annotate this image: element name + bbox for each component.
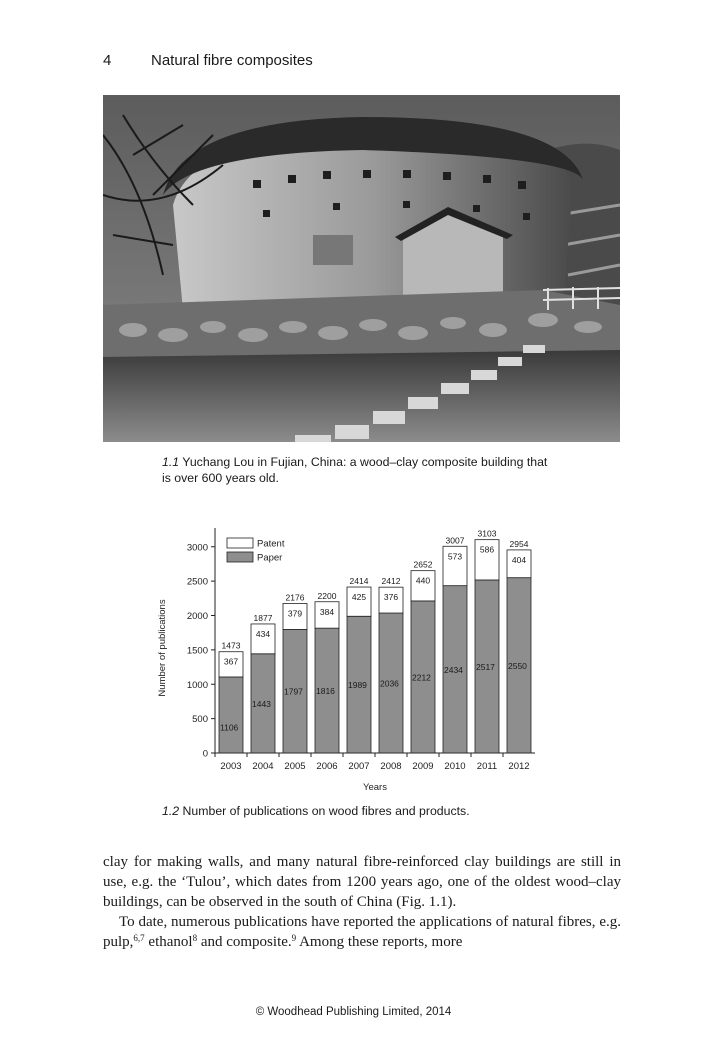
patent-value-label: 573 <box>447 551 463 562</box>
paper-value-label: 2434 <box>444 664 463 675</box>
patent-value-label: 367 <box>223 656 239 667</box>
x-tick-label: 2006 <box>316 761 338 772</box>
figure-1-caption <box>162 454 632 486</box>
total-value-label: 1473 <box>221 640 241 651</box>
total-value-label: 3103 <box>477 528 497 539</box>
y-axis-label: Number of publications <box>157 599 168 697</box>
total-value-label: 2412 <box>381 576 401 587</box>
paragraph-2-text-c: and composite. <box>197 934 292 950</box>
paragraph-1: clay for making walls, and many natural fibre-reinforced clay buildings are still in use, e.g. the ‘Tulou’, which dates from 1200 years ago, one of the oldest wood–clay buildings, can be observed in the south of China (Fig. 1.1). <box>103 854 621 910</box>
page-number: 4 <box>103 52 112 69</box>
body-text <box>103 852 621 952</box>
paragraph-2-text-a: To date, numerous publications have reported the applications of natural fibres, e.g. pulp, <box>103 914 621 950</box>
running-title: Natural fibre composites <box>151 52 313 69</box>
patent-value-label: 586 <box>479 544 495 555</box>
figure-1-caption-line2: is over 600 years old. <box>162 471 279 485</box>
publications-chart <box>150 520 550 795</box>
x-tick-label: 2010 <box>444 761 466 772</box>
paper-value-label: 1797 <box>284 686 303 697</box>
patent-value-label: 379 <box>287 608 303 619</box>
total-value-label: 2200 <box>317 590 337 601</box>
y-tick-label: 3000 <box>186 542 208 554</box>
x-axis-label: Years <box>363 782 387 793</box>
y-tick-label: 0 <box>202 748 208 760</box>
paper-value-label: 2036 <box>380 678 399 689</box>
paper-value-label: 2517 <box>476 661 495 672</box>
tulou-photograph <box>103 95 620 442</box>
total-value-label: 2954 <box>509 538 529 549</box>
x-tick-label: 2009 <box>412 761 434 772</box>
paper-value-label: 1443 <box>252 698 271 709</box>
total-value-label: 2176 <box>285 592 305 603</box>
y-tick-label: 2500 <box>186 576 208 588</box>
x-tick-label: 2005 <box>284 761 306 772</box>
paper-value-label: 1816 <box>316 686 335 697</box>
y-tick-label: 500 <box>192 714 208 726</box>
photo-illustration <box>103 95 620 442</box>
patent-value-label: 425 <box>351 592 367 603</box>
legend-label-patent: Patent <box>257 538 285 550</box>
total-value-label: 3007 <box>445 535 465 546</box>
patent-value-label: 434 <box>255 628 271 639</box>
patent-value-label: 376 <box>383 592 399 603</box>
y-tick-label: 1500 <box>186 645 208 657</box>
paragraph-2-text-d: Among these reports, more <box>296 934 463 950</box>
patent-value-label: 404 <box>511 554 527 565</box>
y-tick-label: 2000 <box>186 611 208 622</box>
paper-value-label: 1106 <box>220 722 239 733</box>
patent-value-label: 384 <box>319 606 335 617</box>
x-tick-label: 2004 <box>252 761 274 772</box>
figure-1-number: 1.1 <box>162 455 180 469</box>
paper-value-label: 2212 <box>412 672 431 683</box>
paper-value-label: 1989 <box>348 680 367 691</box>
x-tick-label: 2008 <box>380 761 402 772</box>
figure-1-caption-line1: Yuchang Lou in Fujian, China: a wood–clay composite building that <box>179 455 548 469</box>
x-tick-label: 2012 <box>508 761 530 772</box>
total-value-label: 2652 <box>413 559 433 570</box>
reference-9: 9 <box>291 933 297 943</box>
figure-2-caption <box>162 803 632 819</box>
total-value-label: 1877 <box>253 612 273 623</box>
figure-2-caption-text: Number of publications on wood fibres and products. <box>179 804 470 818</box>
x-tick-label: 2011 <box>476 761 498 772</box>
y-tick-label: 1000 <box>186 679 208 691</box>
running-head <box>103 52 313 70</box>
x-tick-label: 2003 <box>220 761 242 772</box>
legend-swatch-patent <box>227 538 253 548</box>
paragraph-2 <box>103 912 621 952</box>
paragraph-2-text-b: ethanol <box>144 934 193 950</box>
copyright-footer: © Woodhead Publishing Limited, 2014 <box>255 1006 452 1018</box>
legend-label-paper: Paper <box>257 552 283 564</box>
reference-8: 8 <box>192 933 198 943</box>
reference-6-7: 6,7 <box>133 933 145 943</box>
paper-value-label: 2550 <box>508 660 527 671</box>
total-value-label: 2414 <box>349 576 369 587</box>
x-tick-label: 2007 <box>348 761 370 772</box>
legend-swatch-paper <box>227 552 253 562</box>
figure-2-number: 1.2 <box>162 804 180 818</box>
bar-paper <box>219 677 243 753</box>
chart-plot <box>187 528 535 772</box>
patent-value-label: 440 <box>415 575 431 586</box>
